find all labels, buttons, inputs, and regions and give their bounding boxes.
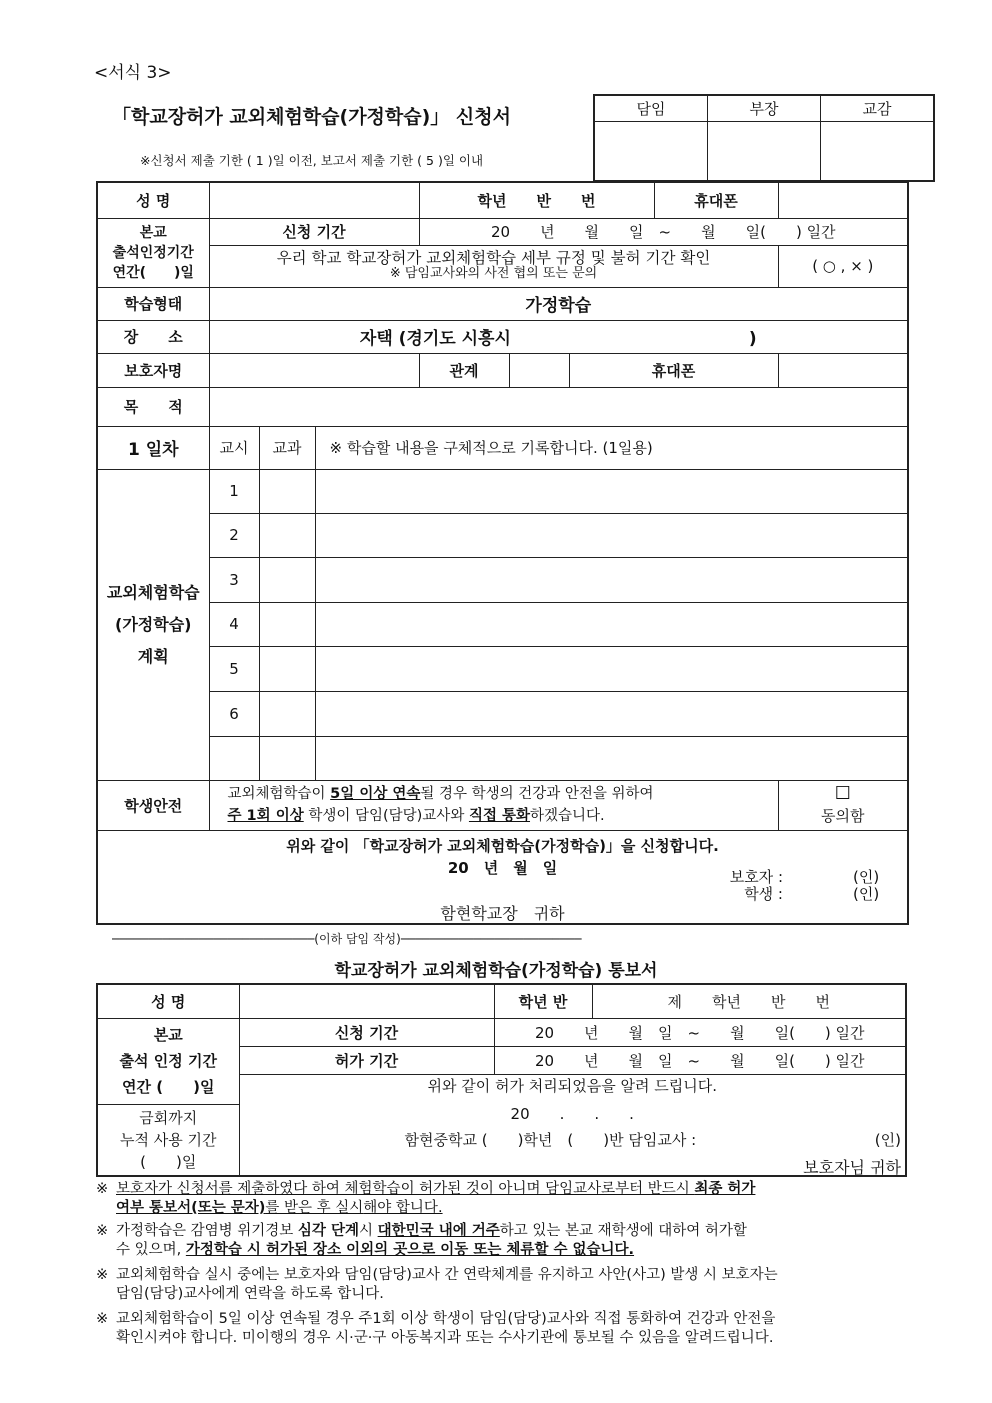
note-2	[96, 1222, 896, 1260]
application-table	[96, 181, 909, 925]
plan-content-input[interactable]	[315, 736, 908, 780]
rule-check-mark[interactable]: ( ○ , × )	[778, 245, 908, 287]
place-label: 장 소	[97, 320, 209, 353]
student-sign-label: 학생 :	[744, 884, 783, 903]
plan-subject-input[interactable]	[259, 557, 315, 602]
plan-subject-input[interactable]	[259, 736, 315, 780]
subject-col-header: 교과	[259, 426, 315, 469]
plan-label-3: 계획	[137, 646, 169, 666]
plan-period: 6	[209, 691, 259, 736]
approval-head-sign[interactable]	[708, 121, 821, 181]
notice-cumulative-label	[97, 1104, 239, 1176]
note-1-l1b: 최종 허가	[694, 1181, 756, 1197]
safety-text-2a: 주 1회 이상	[227, 808, 304, 824]
plan-content-input[interactable]	[315, 557, 908, 602]
note-2-l1e: 하고 있는 본교 재학생에 대하여 허가할	[499, 1223, 747, 1239]
notice-cumulative-3[interactable]: ( )일	[140, 1152, 197, 1171]
notice-cumulative-2: 누적 사용 기간	[120, 1130, 217, 1149]
safety-text	[209, 780, 778, 830]
plan-period: 1	[209, 469, 259, 513]
approval-homeroom-label: 담임	[594, 95, 708, 121]
attendance-label-2: 출석인정기간	[112, 244, 194, 261]
attendance-label	[97, 218, 209, 287]
note-4-l2: 확인시켜야 합니다. 미이행의 경우 시·군·구 아동복지과 또는 수사기관에 통보될 수 있음을 알려드립니다.	[116, 1330, 774, 1346]
notice-result-text: 위와 같이 허가 처리되었음을 알려 드립니다.	[427, 1076, 717, 1095]
period-value[interactable]: 20 년 월 일 ~ 월 일( ) 일간	[419, 218, 908, 245]
place-value[interactable]: 자택 (경기도 시흥시 )	[209, 320, 908, 353]
note-2-l1a: 가정학습은 감염병 위기경보	[116, 1223, 298, 1239]
name-input[interactable]	[209, 182, 419, 218]
agree-checkbox[interactable]: ☐	[834, 783, 851, 804]
safety-text-2b: 학생이 담임(담당)교사와	[303, 808, 469, 824]
notice-title: 학교장허가 교외체험학습(가정학습) 통보서	[334, 961, 658, 981]
grade-label[interactable]: 학년 반 번	[419, 182, 654, 218]
attendance-label-3[interactable]: 연간( )일	[112, 264, 194, 281]
plan-content-input[interactable]	[315, 513, 908, 557]
plan-label-2: (가정학습)	[115, 614, 192, 634]
note-2-l1d: 대한민국 내에 거주	[377, 1223, 500, 1239]
note-2-l1c: 시	[359, 1223, 378, 1239]
note-1-l2b: 를 받은 후 실시	[265, 1200, 364, 1216]
plan-content-input[interactable]	[315, 646, 908, 691]
name-label: 성 명	[97, 182, 209, 218]
notice-name-label: 성 명	[97, 984, 239, 1018]
period-label: 신청 기간	[209, 218, 419, 245]
rule-check-1: 우리 학교 학교장허가 교외체험학습 세부 규정 및 불허 기간 확인	[276, 249, 711, 267]
notice-grade-label: 학년 반	[494, 984, 592, 1018]
notice-attendance-2: 출석 인정 기간	[119, 1052, 217, 1070]
plan-subject-input[interactable]	[259, 602, 315, 646]
note-3-l2: 담임(담당)교사에게 연락을 하도록 합니다.	[116, 1286, 384, 1302]
notice-grade-value[interactable]: 제 학년 반 번	[592, 984, 906, 1018]
approval-vice-sign[interactable]	[821, 121, 935, 181]
note-3	[96, 1266, 896, 1304]
safety-text-2d: 하겠습니다.	[530, 808, 605, 824]
relation-input[interactable]	[509, 353, 569, 387]
plan-label-1: 교외체험학습	[106, 582, 200, 602]
plan-content-input[interactable]	[315, 469, 908, 513]
form-number: <서식 3>	[94, 63, 172, 83]
deadline-note: ※신청서 제출 기한 ( 1 )일 이전, 보고서 제출 기한 ( 5 )일 이내	[140, 153, 484, 168]
safety-label: 학생안전	[97, 780, 209, 830]
plan-subject-input[interactable]	[259, 646, 315, 691]
note-3-l1: 교외체험학습 실시 중에는 보호자와 담임(담당)교사 간 연락체계를 유지하고 사안(사고) 발생 시 보호자는	[116, 1267, 778, 1283]
guardian-sign-label: 보호자 :	[729, 867, 783, 886]
note-2-l1b: 심각 단계	[297, 1223, 359, 1239]
plan-subject-input[interactable]	[259, 691, 315, 736]
note-2-l2a: 수 있으며,	[116, 1242, 186, 1258]
approval-homeroom-sign[interactable]	[594, 121, 708, 181]
note-1-l2a: 여부 통보서(또는 문자)	[116, 1200, 266, 1216]
phone-input[interactable]	[778, 182, 908, 218]
guardian-phone-input[interactable]	[778, 353, 908, 387]
purpose-input[interactable]	[209, 387, 908, 426]
addressee: 함현학교장 귀하	[440, 903, 565, 923]
day-label: 1 일차	[97, 426, 209, 469]
note-mark: ※	[96, 1311, 109, 1327]
note-2-l2b: 가정학습 시 허가된 장소 이외의 곳으로 이동 또는 체류할 수 없습니다.	[185, 1242, 635, 1258]
plan-period	[209, 736, 259, 780]
approval-table	[593, 94, 935, 182]
note-4	[96, 1310, 896, 1348]
type-value: 가정학습	[209, 287, 908, 320]
notice-teacher-text[interactable]: 함현중학교 ( )학년 ( )반 담임교사 :	[404, 1130, 697, 1149]
plan-period: 2	[209, 513, 259, 557]
plan-period: 3	[209, 557, 259, 602]
apply-date[interactable]: 20 년 월 일	[447, 858, 558, 877]
safety-text-1c: 될 경우 학생의 건강과 안전을 위하여	[420, 786, 654, 802]
period-col-header: 교시	[209, 426, 259, 469]
type-label: 학습형태	[97, 287, 209, 320]
safety-text-1b: 5일 이상 연속	[330, 786, 421, 802]
note-4-l1: 교외체험학습이 5일 이상 연속될 경우 주1회 이상 학생이 담임(담당)교사와 직접 통화하여 건강과 안전을	[116, 1311, 776, 1327]
notice-apply-period-value[interactable]: 20 년 월 일 ~ 월 일( ) 일간	[494, 1018, 906, 1046]
notice-to-guardian: 보호자님 귀하	[803, 1157, 901, 1176]
form-title: 「학교장허가 교외체험학습(가정학습)」 신청서	[112, 106, 511, 128]
apply-statement	[97, 830, 908, 924]
note-mark: ※	[96, 1267, 109, 1283]
plan-subject-input[interactable]	[259, 513, 315, 557]
notice-result	[239, 1074, 906, 1176]
purpose-label: 목 적	[97, 387, 209, 426]
notice-date[interactable]: 20 . . .	[510, 1104, 634, 1123]
divider-line: ────────────────────────────(이하 담임 작성)─────────────────────────	[112, 932, 582, 946]
note-1-l1a: 보호자가 신청서를 제출하였다 하여 체험학습이 허가된 것이 아니며 담임교사로부터 반드시	[116, 1181, 695, 1197]
content-note: ※ 학습할 내용을 구체적으로 기록합니다. (1일용)	[315, 426, 908, 469]
agree-label: 동의함	[821, 807, 865, 825]
plan-label	[97, 469, 209, 780]
guardian-label: 보호자명	[97, 353, 209, 387]
attendance-label-1: 본교	[139, 224, 167, 241]
plan-subject-input[interactable]	[259, 469, 315, 513]
rule-check	[209, 245, 778, 287]
note-1-l2c: 해야 합니다.	[363, 1200, 443, 1216]
notice-attendance-1: 본교	[153, 1026, 183, 1044]
notice-apply-period-label: 신청 기간	[239, 1018, 494, 1046]
agree-cell[interactable]	[778, 780, 908, 830]
notice-permit-period-label: 허가 기간	[239, 1046, 494, 1074]
plan-content-input[interactable]	[315, 602, 908, 646]
notice-permit-period-value[interactable]: 20 년 월 일 ~ 월 일( ) 일간	[494, 1046, 906, 1074]
plan-period: 4	[209, 602, 259, 646]
note-1	[96, 1180, 896, 1218]
plan-content-input[interactable]	[315, 691, 908, 736]
notice-attendance-3[interactable]: 연간 ( )일	[122, 1078, 215, 1096]
notice-name-input[interactable]	[239, 984, 494, 1018]
plan-period: 5	[209, 646, 259, 691]
note-mark: ※	[96, 1223, 109, 1239]
rule-check-2: ※ 담임교사와의 사전 협의 또는 문의	[389, 266, 598, 281]
guardian-input[interactable]	[209, 353, 419, 387]
relation-label: 관계	[419, 353, 509, 387]
guardian-seal[interactable]: (인)	[853, 867, 880, 886]
phone-label: 휴대폰	[654, 182, 778, 218]
safety-text-1a: 교외체험학습이	[227, 786, 331, 802]
apply-text: 위와 같이 「학교장허가 교외체험학습(가정학습)」을 신청합니다.	[286, 836, 719, 855]
safety-text-2c: 직접 통화	[468, 808, 531, 824]
notice-teacher-seal[interactable]: (인)	[874, 1130, 901, 1149]
approval-vice-label: 교감	[821, 95, 935, 121]
student-seal[interactable]: (인)	[853, 884, 880, 903]
notice-attendance-label	[97, 1018, 239, 1104]
guardian-phone-label: 휴대폰	[569, 353, 778, 387]
notice-cumulative-1: 금회까지	[139, 1108, 198, 1127]
approval-head-label: 부장	[708, 95, 821, 121]
note-mark: ※	[96, 1181, 109, 1197]
notice-table	[96, 983, 907, 1177]
